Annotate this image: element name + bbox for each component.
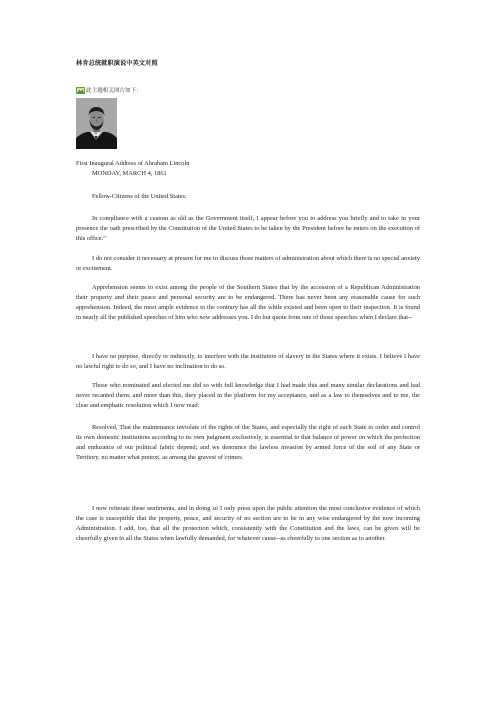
paragraph: I now reiterate these sentiments, and in doing so I only press upon the public attention the most conclusive evidence of which the case is susceptible that the property, peace, and security of no section are to be in any wise endangered by the now incoming Administration. I add, too, that all the protection which, consistently with the Constitution and the laws, can be given will be cheerfully given to all the States when lawfully demanded, for whatever cause--as cheerfully to one section as to another. <box>76 505 420 543</box>
paragraph: Apprehension seems to exist among the people of the Southern States that by the accession of a Republican Administration their property and their peace and personal security are to be endangered. There has never been any reasonable cause for such apprehension. Indeed, the most ample evidence to the contrary has all the while existed and been open to their inspection. It is found in nearly all the published speeches of him who now addresses you. I do but quote from one of those speeches when I declare that-- <box>76 284 420 322</box>
image-icon <box>76 87 85 94</box>
paragraph: I do not consider it necessary at present for me to discuss those matters of administration about which there is no special anxiety or excitement. <box>76 255 420 273</box>
lincoln-portrait-image <box>76 98 117 149</box>
speech-heading: First Inaugural Address of Abraham Lincoln <box>76 160 190 167</box>
paragraph: Those who nominated and elected me did so with full knowledge that I had made this and many similar declarations and had never recanted them; and more than this, they placed in the platform for my acceptance, and as a law to themselves and to me, the clear and emphatic resolution which I now read: <box>76 382 420 410</box>
image-caption-row <box>76 86 142 94</box>
paragraph: In compliance with a custom as old as the Government itself, I appear before you to address you briefly and to take in your presence the oath prescribed by the Constitution of the United States to be taken by the President before he enters on the execution of this office." <box>76 215 420 243</box>
speech-date: MONDAY, MARCH 4, 1861 <box>92 170 167 177</box>
image-caption: 此主题相关图片如下： <box>86 88 142 94</box>
document-title: 林肯总统就职演说中英文对照 <box>76 60 158 67</box>
salutation: Fellow-Citizens of the United States: <box>92 193 187 200</box>
paragraph: I have no purpose, directly or indirectly, to interfere with the institution of slavery in the States where it exists. I believe I have no lawful right to do so, and I have no inclination to do so. <box>76 353 420 371</box>
paragraph: Resolved, That the maintenance inviolate of the rights of the States, and especially the right of each State to order and control its own domestic institutions according to its own judgment exclusively, is essential to that balance of power on which the perfection and endurance of our political fabric depend; and we denounce the lawless invasion by armed force of the soil of any State or Territory, no matter what pretext, as among the gravest of crimes. <box>76 424 420 462</box>
